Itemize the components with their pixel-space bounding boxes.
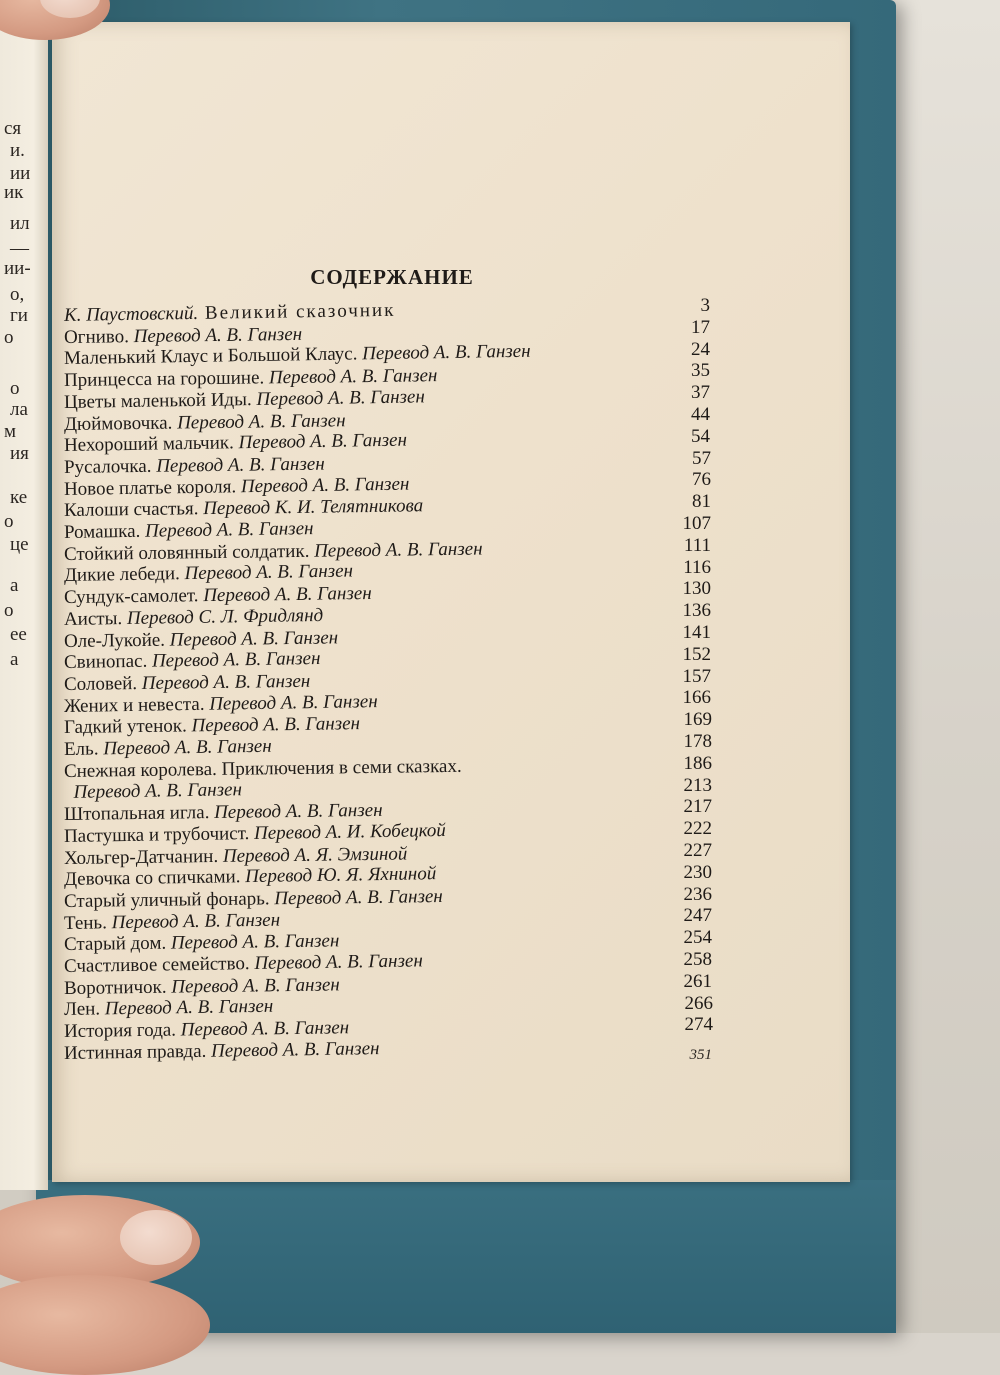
page-number: 230 [683,862,712,883]
left-page-fragment: ла [10,399,28,420]
entry-title: Счастливое семейство. [63,953,255,977]
entry-title: Сундук-самолет. [63,585,204,608]
entry-translator: Перевод Ю. Я. Яхниной [245,863,437,888]
left-page-fragment: о [4,511,14,532]
page-number: 258 [683,949,712,970]
entry-title: Маленький Клаус и Большой Клаус. [63,343,363,369]
entry-translator: Перевод А. В. Ганзен [256,386,425,410]
entry-title: Калоши счастья. [63,498,204,521]
entry-translator: Перевод А. В. Ганзен [210,1038,380,1062]
page-number: 44 [691,404,710,425]
page-number: 116 [683,557,711,578]
left-page [0,0,48,1190]
entry-title: Лен. [63,998,106,1020]
entry-title: Хольгер-Датчанин. [63,845,224,869]
entry-translator: Перевод А. В. Ганзен [103,735,272,760]
page-number: 107 [682,513,711,534]
entry-translator: Перевод А. В. Ганзен [141,670,311,694]
contents-page [52,22,850,1182]
entry-title: Девочка со спичками. [63,866,246,890]
entry-title [64,782,74,803]
page-number: 217 [683,796,712,817]
left-page-fragment: — [10,238,29,259]
left-page-fragment: ил [10,213,30,234]
entry-title: Истинная правда. [63,1040,212,1064]
entry-title: Воротничок. [63,976,172,999]
page-number: 261 [683,971,712,992]
entry-title: Аисты. [63,608,128,630]
page-number: 169 [683,709,712,730]
page-number: 157 [682,666,711,687]
left-page-fragment: о [4,327,14,348]
entry-translator: Перевод А. В. Ганзен [133,323,303,348]
contents-title: СОДЕРЖАНИЕ [310,265,474,289]
page-number: 24 [691,339,710,360]
entry-title: Дюймовочка. [63,412,178,435]
entry-translator: Перевод К. И. Телятникова [203,495,424,520]
left-page-fragment: м [4,421,17,442]
entry-title: Старый уличный фонарь. [63,888,275,912]
page-number: 17 [691,317,710,338]
page-number: 57 [692,448,711,469]
entry-title: Жених и невеста. [63,693,210,717]
left-page-fragment: це [10,534,29,555]
entry-title: Принцесса на горошине. [63,367,270,391]
entry-translator: Перевод А. В. Ганзен [268,365,438,389]
entry-translator: Перевод А. В. Ганзен [170,930,340,954]
entry-title: Русалочка. [63,455,157,478]
entry-translator: Перевод А. В. Ганзен [274,886,443,910]
left-page-fragment: о, [10,284,25,305]
entry-title: Пастушка и трубочист. [63,823,255,847]
left-page-fragment: о [10,378,20,399]
page-number: 130 [682,578,711,599]
page-number: 166 [682,687,711,708]
entry-title: Старый дом. [63,932,172,955]
entry-title: Снежная королева. Приключения в семи сказках. [63,755,462,782]
entry-title: Соловей. [63,672,142,695]
page-number: 136 [682,600,711,621]
left-page-fragment: а [10,575,19,596]
page-number: 3 [700,295,710,316]
left-page-fragment: ся [4,118,22,139]
page-number: 213 [683,775,712,796]
entry-translator: Перевод А. В. Ганзен [361,340,531,365]
page-number: 54 [691,426,710,447]
entry-title: Огниво. [63,326,134,348]
page-number: 76 [692,469,711,490]
page-number: 111 [683,535,711,556]
entry-title: Гадкий утенок. [63,715,192,738]
entry-translator: Перевод А. В. Ганзен [240,473,410,498]
entry-translator: Перевод А. В. Ганзен [203,582,372,607]
entry-translator: Перевод А. В. Ганзен [209,691,378,715]
entry-translator: Перевод А. В. Ганзен [238,429,408,454]
entry-title: Цветы маленькой Иды. [63,388,257,413]
entry-translator: Перевод А. В. Ганзен [171,974,340,998]
left-page-fragment: и. [10,140,25,161]
entry-title: Дикие лебеди. [63,563,185,586]
finger-bottom-1-nail [120,1210,192,1265]
page-number: 266 [684,993,713,1014]
entry-translator: Перевод А. В. Ганзен [176,410,346,434]
page-folio: 351 [689,1047,712,1063]
left-page-fragment: ик [4,182,24,203]
entry-title: Свинопас. [63,650,153,673]
entry-translator: Перевод А. В. Ганзен [191,713,361,737]
entry-title: Стойкий оловянный солдатик. [63,540,315,565]
entry-translator: Перевод А. В. Ганзен [104,995,274,1020]
left-page-fragment: ке [10,487,28,508]
entry-title: Штопальная игла. [63,802,215,825]
entry-title: Нехороший мальчик. [63,432,239,456]
page-number: 247 [683,905,712,926]
left-page-fragment: ии [10,163,31,184]
left-page-fragment: ее [10,624,27,645]
entry-title: История года. [63,1019,181,1042]
entry-title: Тень. [63,912,112,934]
left-page-fragment: а [10,649,19,670]
entry-title: Новое платье короля. [63,476,242,500]
entry-translator: Перевод А. В. Ганзен [180,1017,350,1041]
page-number: 141 [682,622,711,643]
entry-author: К. Паустовский. [63,302,199,326]
entry-translator: Перевод А. В. Ганзен [73,779,243,803]
entry-title: Великий сказочник [198,299,396,324]
left-page-fragment: ги [10,305,28,326]
page-number: 81 [692,491,711,512]
entry-translator: Перевод А. В. Ганзен [169,627,339,651]
entry-translator: Перевод А. В. Ганзен [213,799,383,824]
entry-title: Оле-Лукойе. [63,629,170,652]
entry-translator: Перевод А. В. Ганзен [254,950,423,975]
page-number: 178 [683,731,712,752]
page-number: 152 [682,644,711,665]
page-number: 254 [683,927,712,948]
entry-translator: Перевод А. В. Ганзен [144,518,314,542]
left-page-fragment: о [4,600,14,621]
entry-translator: Перевод А. В. Ганзен [151,647,321,672]
entry-translator: Перевод А. В. Ганзен [111,909,281,934]
page-number: 274 [684,1014,713,1035]
entry-title: Ель. [63,738,104,760]
page-number: 35 [691,360,710,381]
page-number: 37 [691,382,710,403]
entry-translator: Перевод А. В. Ганзен [313,538,483,562]
page-number: 236 [683,884,712,905]
page-number: 186 [683,753,712,774]
entry-translator: Перевод А. В. Ганзен [156,453,325,477]
entry-translator: Перевод А. В. Ганзен [184,560,354,585]
entry-title: Ромашка. [63,520,146,543]
left-page-fragment: ии- [4,258,31,279]
entry-translator: Перевод А. Я. Эмзиной [222,843,408,867]
left-page-fragment: ия [10,443,29,464]
page-number: 222 [683,818,712,839]
page-number: 227 [683,840,712,861]
entry-translator: Перевод С. Л. Фридлянд [126,604,324,630]
entry-translator: Перевод А. И. Кобецкой [253,820,447,845]
